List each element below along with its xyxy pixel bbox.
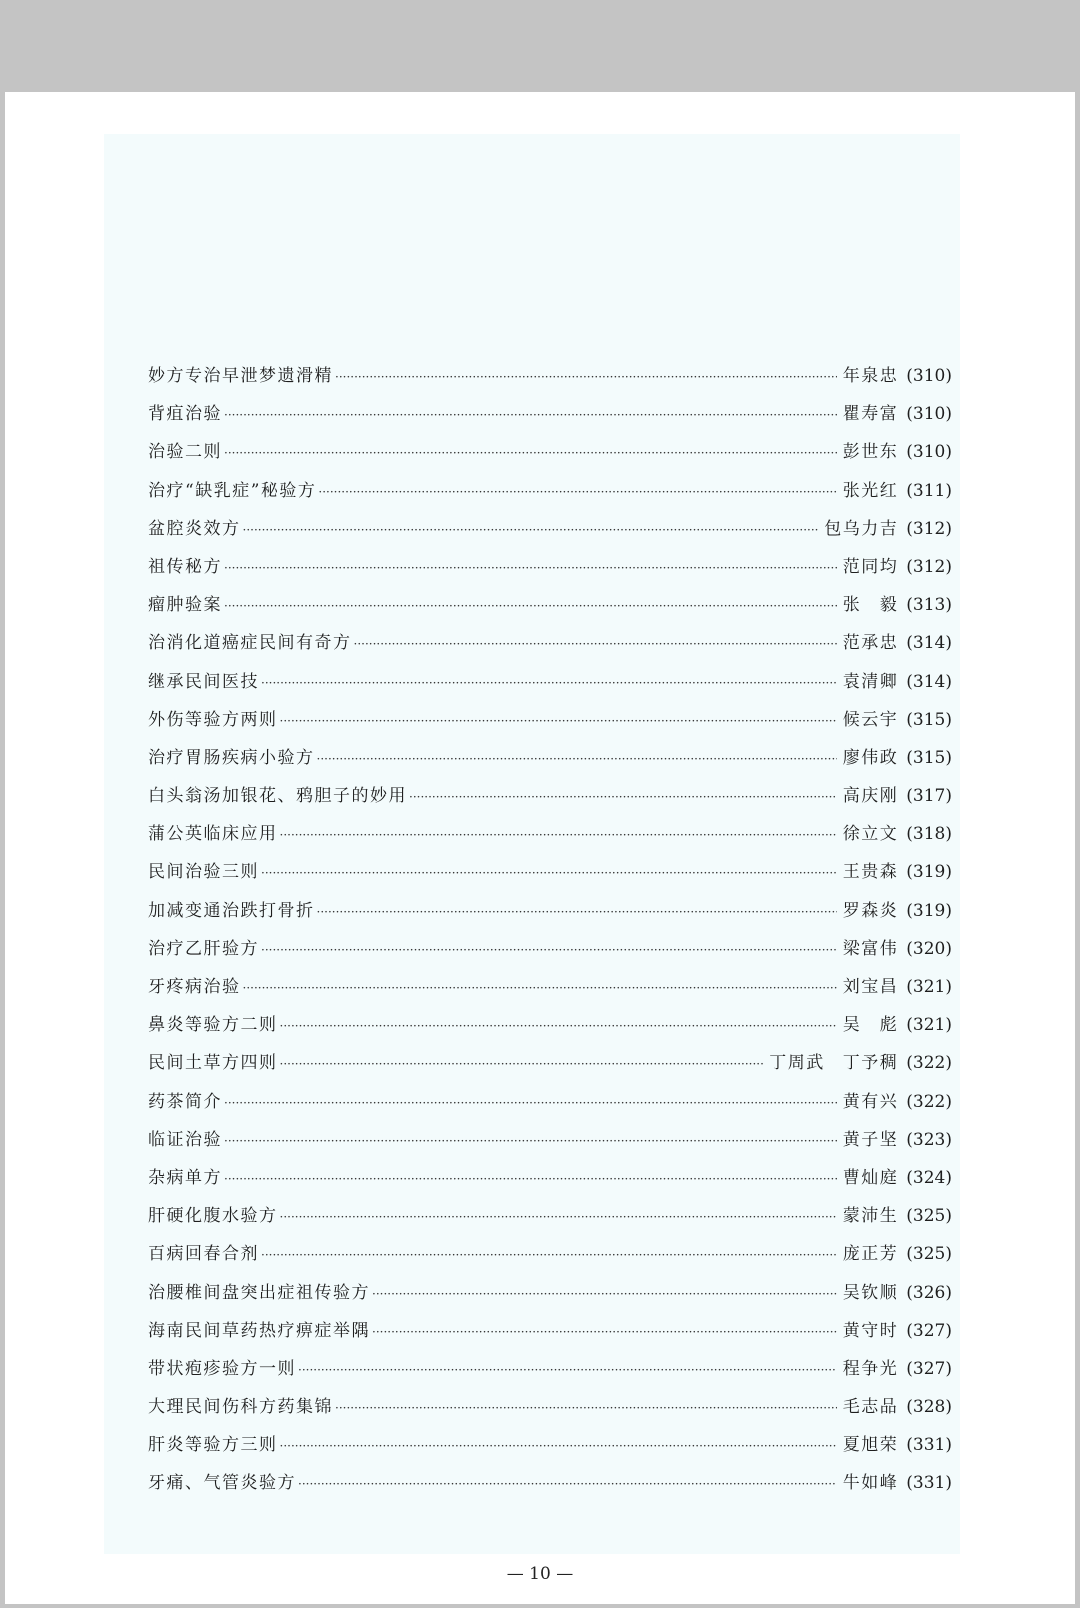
entry-author: 包乌力吉: [824, 518, 899, 539]
entry-author: 丁予稠: [842, 1053, 899, 1074]
entry-author: 罗森炎: [842, 900, 899, 921]
dot-leader: [317, 893, 837, 931]
dot-leader: [224, 549, 837, 587]
toc-entry: [148, 357, 952, 395]
entry-author: 范同均: [842, 556, 899, 577]
entry-title: 治验二则: [148, 442, 222, 463]
entry-title: 治消化道癌症民间有奇方: [148, 633, 352, 654]
toc-entry: [148, 1044, 952, 1082]
entry-page: (322): [906, 1053, 952, 1074]
entry-author: 吴 彪: [842, 1015, 899, 1036]
dot-leader: [224, 1160, 837, 1198]
entry-page: (315): [906, 709, 952, 730]
entry-author: 牛如峰: [842, 1473, 899, 1494]
toc-entry: [148, 1426, 952, 1464]
entry-page: (331): [906, 1473, 952, 1494]
dot-leader: [280, 1045, 764, 1083]
toc-entry: [148, 1350, 952, 1388]
entry-title: 民间治验三则: [148, 862, 259, 883]
entry-title: 鼻炎等验方二则: [148, 1015, 278, 1036]
dot-leader: [280, 1007, 837, 1045]
entry-author: 黄子坚: [842, 1129, 899, 1150]
entry-author: 王贵森: [842, 862, 899, 883]
toc-entry: [148, 853, 952, 891]
entry-page: (310): [906, 366, 952, 386]
entry-title: 牙痛、气管炎验方: [148, 1473, 296, 1494]
entry-page: (320): [906, 938, 952, 959]
toc-entry: [148, 395, 952, 433]
toc-entry: [148, 1274, 952, 1312]
dot-leader: [261, 854, 837, 892]
dot-leader: [372, 1313, 837, 1351]
entry-title: 牙疼病治验: [148, 977, 241, 997]
dot-leader: [224, 434, 837, 472]
dot-leader: [298, 1465, 837, 1503]
entry-page: (313): [906, 595, 952, 616]
dot-leader: [280, 816, 837, 854]
entry-author: 丁周武: [769, 1053, 825, 1074]
toc-entry: [148, 472, 952, 510]
entry-title: 临证治验: [148, 1129, 222, 1150]
entry-author: 瞿寿富: [842, 404, 899, 425]
entry-page: (315): [906, 747, 952, 768]
entry-page: (314): [906, 671, 952, 692]
entry-author: 吴钦顺: [842, 1282, 899, 1303]
toc-entry: [148, 1235, 952, 1273]
toc-entry: [148, 663, 952, 701]
entry-author: 徐立文: [842, 824, 899, 845]
entry-author: 范承忠: [842, 633, 899, 654]
toc-entry: [148, 433, 952, 471]
entry-page: (331): [906, 1435, 952, 1456]
entry-title: 带状疱疹验方一则: [148, 1358, 296, 1379]
entry-author: 毛志品: [842, 1397, 899, 1418]
toc-entry: [148, 1388, 952, 1426]
entry-title: 海南民间草药热疗痹症举隅: [148, 1320, 370, 1341]
toc-entry: [148, 739, 952, 777]
toc-entry: [148, 624, 952, 662]
dot-leader: [224, 1084, 837, 1122]
entry-page: (310): [906, 404, 952, 425]
entry-author: 年泉忠: [842, 366, 899, 386]
entry-page: (312): [906, 518, 952, 539]
entry-page: (327): [906, 1358, 952, 1379]
toc-entry: [148, 930, 952, 968]
entry-title: 肝硬化腹水验方: [148, 1206, 278, 1227]
entry-title: 治腰椎间盘突出症祖传验方: [148, 1282, 370, 1303]
entry-author: 庞正芳: [842, 1244, 899, 1265]
entry-author: 彭世东: [842, 442, 899, 463]
dot-leader: [224, 396, 837, 434]
entry-author: 袁清卿: [842, 671, 899, 692]
entry-page: (319): [906, 862, 952, 883]
entry-title: 白头翁汤加银花、鸦胆子的妙用: [148, 786, 407, 807]
entry-page: (321): [906, 977, 952, 997]
entry-title: 治疗“缺乳症”秘验方: [148, 480, 317, 501]
entry-author: 张光红: [842, 480, 899, 501]
page-number: — 10 —: [506, 1564, 574, 1584]
entry-page: (310): [906, 442, 952, 463]
dot-leader: [335, 1389, 837, 1427]
entry-title: 杂病单方: [148, 1167, 222, 1188]
entry-page: (323): [906, 1129, 952, 1150]
entry-title: 妙方专治早泄梦遗滑精: [148, 366, 333, 386]
entry-page: (322): [906, 1091, 952, 1112]
entry-author: 廖伟政: [842, 747, 899, 768]
dot-leader: [280, 1198, 837, 1236]
dot-leader: [261, 1236, 837, 1274]
entry-title: 药茶简介: [148, 1091, 222, 1112]
entry-page: (328): [906, 1397, 952, 1418]
entry-author: 候云宇: [842, 709, 899, 730]
dot-leader: [261, 664, 837, 702]
entry-page: (327): [906, 1320, 952, 1341]
entry-author: 夏旭荣: [842, 1435, 899, 1456]
dot-leader: [224, 587, 837, 625]
entry-title: 盆腔炎效方: [148, 518, 241, 539]
entry-page: (317): [906, 786, 952, 807]
toc-entry: [148, 701, 952, 739]
entry-title: 外伤等验方两则: [148, 709, 278, 730]
entry-author: 曹灿庭: [842, 1167, 899, 1188]
entry-title: 加减变通治跌打骨折: [148, 900, 315, 921]
dot-leader: [318, 473, 836, 511]
entry-title: 治疗乙肝验方: [148, 938, 259, 959]
toc-entry: [148, 1312, 952, 1350]
dot-leader: [261, 931, 837, 969]
entry-title: 肝炎等验方三则: [148, 1435, 278, 1456]
entry-title: 继承民间医技: [148, 671, 259, 692]
dot-leader: [354, 625, 837, 663]
toc-entry: [148, 1159, 952, 1197]
toc-entry: [148, 548, 952, 586]
toc-entry: [148, 1006, 952, 1044]
dot-leader: [243, 511, 819, 549]
entry-title: 治疗胃肠疾病小验方: [148, 747, 315, 768]
dot-leader: [335, 358, 837, 396]
entry-title: 瘤肿验案: [148, 595, 222, 616]
toc-entry: [148, 586, 952, 624]
entry-author: 黄有兴: [842, 1091, 899, 1112]
entry-page: (325): [906, 1206, 952, 1227]
entry-page: (314): [906, 633, 952, 654]
toc-entry: [148, 1121, 952, 1159]
entry-page: (319): [906, 900, 952, 921]
toc-entry: [148, 510, 952, 548]
entry-title: 大理民间伤科方药集锦: [148, 1397, 333, 1418]
entry-author: 梁富伟: [842, 938, 899, 959]
toc-entry: [148, 1464, 952, 1502]
toc-entry: [148, 892, 952, 930]
entry-title: 民间土草方四则: [148, 1053, 278, 1074]
entry-author: 高庆刚: [842, 786, 899, 807]
entry-title: 背疽治验: [148, 404, 222, 425]
toc-entry: [148, 968, 952, 1006]
dot-leader: [280, 702, 837, 740]
entry-author: 刘宝昌: [842, 977, 899, 997]
entry-page: (324): [906, 1167, 952, 1188]
dot-leader: [243, 969, 837, 1007]
dot-leader: [317, 740, 837, 778]
entry-page: (311): [906, 480, 952, 501]
entry-title: 蒲公英临床应用: [148, 824, 278, 845]
toc-entry: [148, 815, 952, 853]
entry-author: 蒙沛生: [842, 1206, 899, 1227]
entry-page: (312): [906, 556, 952, 577]
entry-page: (321): [906, 1015, 952, 1036]
toc-entry: [148, 1083, 952, 1121]
dot-leader: [409, 778, 837, 816]
entry-page: (326): [906, 1282, 952, 1303]
entry-author: 黄守时: [842, 1320, 899, 1341]
entry-page: (318): [906, 824, 952, 845]
entry-title: 祖传秘方: [148, 556, 222, 577]
toc-entry: [148, 777, 952, 815]
entry-author: 程争光: [842, 1358, 899, 1379]
dot-leader: [280, 1427, 837, 1465]
toc-entry: [148, 1197, 952, 1235]
entry-page: (325): [906, 1244, 952, 1265]
dot-leader: [224, 1122, 837, 1160]
dot-leader: [372, 1275, 837, 1313]
dot-leader: [298, 1351, 837, 1389]
table-of-contents: [148, 357, 952, 1503]
entry-title: 百病回春合剂: [148, 1244, 259, 1265]
entry-author: 张 毅: [842, 595, 899, 616]
